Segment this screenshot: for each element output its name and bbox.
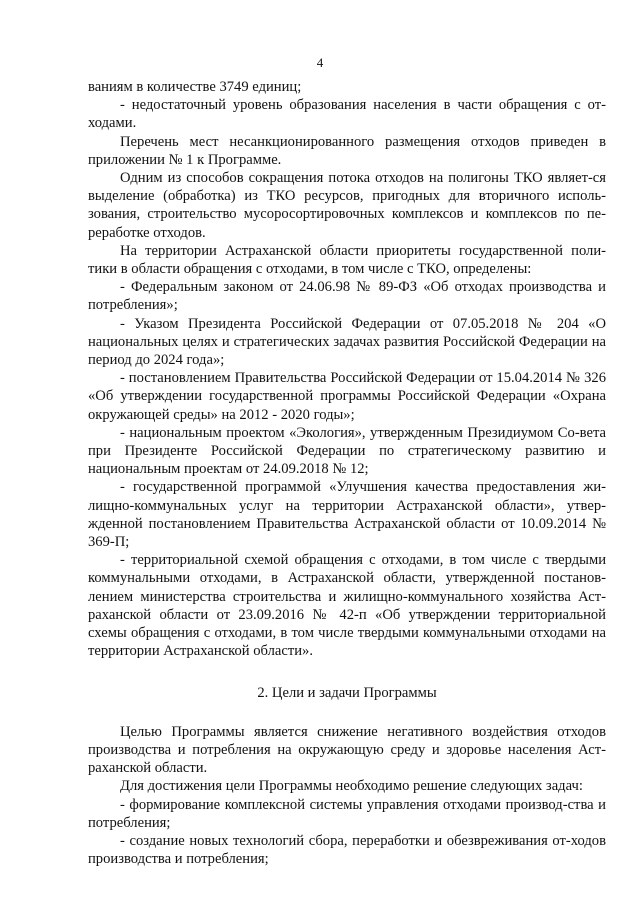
page-number: 4 <box>316 55 324 70</box>
paragraph-waste-education: - недостаточный уровень образования населения в части обращения с от-ходами. <box>88 97 606 132</box>
list-item-presidential-decree: - Указом Президента Российской Федерации от 07.05.2018 № 204 «О национальных целях и стратегических задачах развития Российской Федерации на период до 2024 года»; <box>88 315 606 369</box>
list-item-government-resolution: - постановлением Правительства Российской Федерации от 15.04.2014 № 326 «Об утверждении государственной программы Российской Федерации «Охрана окружающей среды» на 2012 - 2020 годы»; <box>88 370 606 423</box>
list-item-state-program: - государственной программой «Улучшения качества предоставления жи-лищно-коммунальных услуг на территории Астраханской области», утвер-жденной постановлением Правительства Астраханской области от 10.09.2014 № 369-П; <box>88 479 606 551</box>
paragraph-reduction-methods: Одним из способов сокращения потока отходов на полигоны ТКО являет-ся выделение (обработка) из ТКО ресурсов, пригодных для вторичного исполь-зования, строительство мусоросортировочных комплексов и комплексов по пе-реработке отходов. <box>88 170 606 241</box>
section-heading: 2. Цели и задачи Программы <box>257 684 437 701</box>
paragraph-priorities-intro: На территории Астраханской области приоритеты государственной поли-тики в области обращения с отходами, в том числе с ТКО, определены: <box>88 242 606 278</box>
list-item-task-management-system: - формирование комплексной системы управления отходами производ-ства и потребления; <box>88 796 606 831</box>
list-item-territorial-scheme: - территориальной схемой обращения с отходами, в том числе с твердыми коммунальными отходами, в Астраханской области, утвержденной постанов-лением министерства строительства и жилищно-коммунального хозяйства Аст-раханской области от 23.09.2016 № 42-п «Об утверждении территориальной схемы обращения с отходами, в том числе твердыми коммунальными отходами на территории Астраханской области». <box>88 552 606 660</box>
list-item-task-new-technologies: - создание новых технологий сбора, переработки и обезвреживания от-ходов производства и потребления; <box>88 832 606 868</box>
paragraph-tasks-intro: Для достижения цели Программы необходимо решение следующих задач: <box>120 778 583 795</box>
paragraph-program-goal: Целью Программы является снижение негативного воздействия отходов производства и потребления на окружающую среду и здоровье населения Аст-раханской области. <box>88 723 606 777</box>
list-item-national-project: - национальным проектом «Экология», утвержденным Президиумом Со-вета при Президенте Российской Федерации по стратегическому развитию и национальным проектам от 24.09.2018 № 12; <box>88 424 606 478</box>
document-body <box>88 78 606 868</box>
paragraph-continuation: ваниям в количестве 3749 единиц; <box>88 79 302 95</box>
list-item-federal-law: - Федеральным законом от 24.06.98 № 89-ФЗ «Об отходах производства и потребления»; <box>88 279 606 314</box>
paragraph-unauthorized-sites: Перечень мест несанкционированного размещения отходов приведен в приложении № 1 к Программе. <box>88 133 606 168</box>
